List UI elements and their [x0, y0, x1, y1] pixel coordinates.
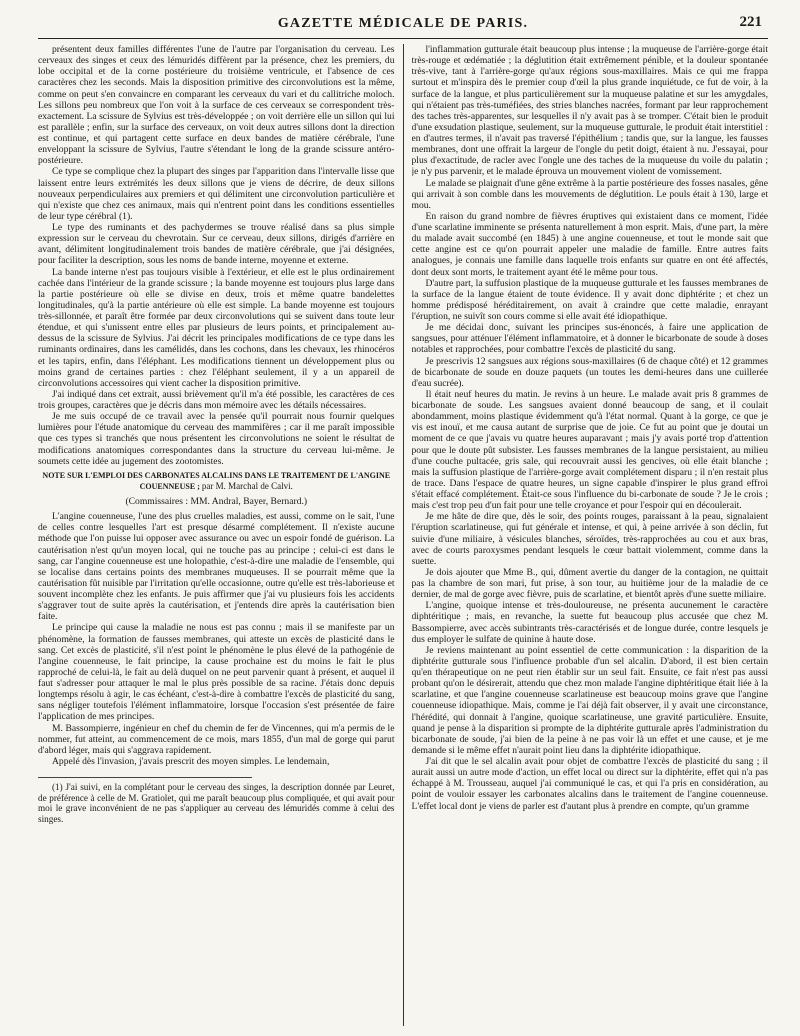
paragraph: L'angine, quoique intense et très-douloureuse, ne présenta aucunement le caractère diphtéritique ; mais, en revanche, la suette fut beaucoup plus accusée que chez M. Bassompierre, avec accès subintrants très-caractérisés et de longue durée, contre lesquels je dus employer le sulfate de quinine à haute dose.: [411, 600, 768, 645]
commission-line: (Commissaires : MM. Andral, Bayer, Bernard.): [125, 496, 308, 507]
paragraph: Je me hâte de dire que, dès le soir, des points rouges, paraissant à la peau, signalaient l'éruption scarlatineuse, qui fut générale et intense, et qui, à peine arrivée à son déclin, fut suivie d'une miliaire, à vésicules blanches, séroïdes, très-rapprochées au cou et aux bras, avec de courts paroxysmes pendant lesquels le cœur battait violemment, comme dans la suette.: [411, 511, 768, 567]
paragraph: J'ai indiqué dans cet extrait, aussi brièvement qu'il m'a été possible, les caractères de ces trois groupes, caractères que je décris dans mon mémoire avec les détails nécessaires.: [38, 388, 395, 411]
paragraph: Je dois ajouter que Mme B., qui, dûment avertie du danger de la contagion, ne quittait pas la chambre de son mari, fut prise, à son tour, au huitième jour de la maladie de ce dernier, de mal de gorge avec fièvre, puis de scarlatine, et bientôt après d'une suette miliaire.: [411, 566, 768, 601]
section-author: par M. Marchal de Calvi.: [201, 480, 293, 491]
paragraph: Je reviens maintenant au point essentiel de cette communication : la disparition de la diphtérite gutturale sous l'influence probable d'un sel alcalin. D'abord, il est bien certain qu'en thérapeutique on ne peut rien établir sur un seul fait. Ensuite, ce fait n'est pas aussi probant qu'on le désirerait, attendu que chez mon malade l'angine diphtéritique était liée à la scarlatine, et que l'angine couenneuse scarlatineuse est beaucoup moins grave que l'angine couenneuse idiopathique. Mais, comme je l'ai déjà fait observer, il y avait une circonstance, l'hérédité, qui donnait à l'angine, quoique scarlatineuse, une gravité particulière. Ensuite, quand je pense à la disparition si prompte de la diphtérite gutturale après l'administration du bicarbonate de soude, j'ai bien de la peine à ne pas voir là un effet et une cause, et je me demande si le même effet n'aurait point lieu dans la diphtérite idiopathique.: [411, 644, 768, 756]
paragraph: D'autre part, la suffusion plastique de la muqueuse gutturale et les fausses membranes de la surface de la langue étaient de toute évidence. Il y avait donc diphtérite ; et chez un homme prédisposé héréditairement, on avait à craindre que cette maladie, enrayant l'éruption, ne suivît son cours comme si elle avait été idiopathique.: [411, 277, 768, 322]
paragraph: La bande interne n'est pas toujours visible à l'extérieur, et elle est le plus ordinairement cachée dans l'intérieur de la grande scissure ; la bande moyenne est toujours plus large dans la partie postérieure où elle se divise en deux, trois et même quatre bandelettes longitudinales, qu'à la partie antérieure où elle est simple. La bande moyenne est toujours très-sillonnée, et paraît être formée par deux circonvolutions qui se suivent dans toute leur étendue, et qui s'unissent entre elles par plusieurs de leurs points, et principalement au-dessus de la scissure de Sylvius. J'ai décrit les principales modifications de ce type dans les ruminants ordinaires, dans les camélidés, dans les cochons, dans les chevaux, les rhinocéros et les tapirs, enfin, dans l'éléphant. Les modifications tiennent un développement plus ou moins grand de certaines parties : chez l'éléphant seulement, il y a un appareil de circonvolutions accessoires qui vient cacher la disposition primitive.: [38, 266, 395, 389]
paragraph: l'inflammation gutturale était beaucoup plus intense ; la muqueuse de l'arrière-gorge était très-rouge et œdématiée ; la déglutition était extrêmement pénible, et la douleur spontanée très-vive, tant à l'arrière-gorge qu'aux régions sous-maxillaires. Mais ce qui me frappa surtout et m'inspira dès le premier coup d'œil la plus grande inquiétude, ce fut de voir, à la surface de la langue, et plus particulièrement sur la muqueuse palatine et sur les amygdales, qui n'étaient pas très-tuméfiées, des stries blanches nacrées, formant par leur rapprochement des taches très-apparentes, sur lesquelles il n'y avait pas à se tromper. C'était bien le produit d'une exsudation plastique, seulement, sur la muqueuse gutturale, le produit était interstitiel : en d'autres termes, il n'avait pas traversé l'épithélium ; tandis que, sur la langue, les fausses membranes, dont une offrait la largeur de l'ongle du petit doigt, étaient à nu. J'essayai, pour plus d'exactitude, de racler avec l'ongle une des taches de la muqueuse du voile du palatin ; je n'y pus parvenir, et le malade éprouva un mouvement violent de vomissement.: [411, 44, 768, 178]
header-rule: [38, 38, 768, 39]
paragraph: Le principe qui cause la maladie ne nous est pas connu ; mais il se manifeste par un phénomène, la formation de fausses membranes, qui atteste un excès de plasticité dans le sang. Cet excès de plasticité, s'il n'est point le phénomène le plus élevé de la pathogénie de l'angine couenneuse, le fait principe, la cause prochaine est du moins le fait le plus rapproché de celui-là, le fait au delà duquel on ne peut parvenir quant à présent, et auquel il faut s'adresser pour attaquer le mal le plus près possible de sa racine. J'étais donc depuis longtemps résolu à agir, le cas échéant, c'est-à-dire à combattre l'excès de plasticité du sang, sans négliger toutefois l'élément inflammatoire, lorsque l'occasion s'est présentée de faire l'application de mes principes.: [38, 622, 395, 723]
right-column: [412, 44, 769, 1026]
paragraph: Ce type se complique chez la plupart des singes par l'apparition dans l'intervalle lisse que laissent entre leurs extrémités les deux sillons que je viens de décrire, de deux sillons nouveaux perpendiculaires aux premiers et qui délimitent une circonvolution particulière et qui n'existe que chez ces animaux, mais qui n'entrent point dans les conditions essentielles de leur type cérébral (1).: [38, 166, 395, 222]
paragraph: Il était neuf heures du matin. Je revins à un heure. Le malade avait pris 8 grammes de bicarbonate de soude. Les sangsues avaient donné beaucoup de sang, et il coulait abondamment, moins plastique évidemment qu'à l'état normal. Quant à la gorge, ce que je vis est inouï, et me causa autant de surprise que de joie. Ce fut au point que je doutai un moment de ce que j'avais vu quatre heures auparavant ; mais j'y avais porté trop d'attention pour que le doute pût subsister. Les fausses membranes de la langue persistaient, au milieu d'une couche pultacée, gris sale, qui recouvrait aussi les gencives, où elle était blanche ; mais la suffusion plastique de l'arrière-gorge avait complétement disparu ; il n'en restait plus de trace. Dans l'espace de quatre heures, un signe capable d'inspirer le plus grand effroi s'était effacé complétement. Était-ce sous l'influence du bi-carbonate de soude ? Je le crois ; mais c'est trop peu d'un fait pour une telle croyance et pour l'espoir qui en découlerait.: [411, 388, 768, 512]
section-title-text: NOTE SUR L'EMPLOI DES CARBONATES ALCALINS DANS LE TRAITEMENT DE L'ANGINE COUENNEUSE ;: [42, 470, 391, 491]
section-title: [38, 471, 395, 492]
column-divider: [403, 44, 404, 1026]
left-column: [38, 44, 395, 1026]
paragraph: Le malade se plaignait d'une gêne extrême à la partie postérieure des fosses nasales, gêne qui arrivait à son comble dans les mouvements de déglutition. Le pouls était à 130, large et mou.: [411, 177, 768, 211]
paragraph: J'ai dit que le sel alcalin avait pour objet de combattre l'excès de plasticité du sang ; il aurait aussi un autre mode d'action, un effet local ou direct sur la diphtérite, effet qui n'a pas échappé à M. Trousseau, auquel j'ai communiqué le cas, et qui l'a pris en considération, au point de vouloir essayer les carbonates alcalins dans le traitement de l'angine couenneuse. L'effet local dont je viens de parler est d'autant plus à prendre en compte, qu'un gramme: [411, 756, 768, 812]
paragraph: présentent deux familles différentes l'une de l'autre par l'organisation du cerveau. Les cerveaux des singes et ceux des lémuridés diffèrent par la présence, chez les premiers, du lobe occipital et de la corne postérieure du troisième ventricule, et l'absence de ces caractères chez les seconds. Mais la disposition primitive des circonvolutions est la même, comme on peut s'en convaincre en comparant les cerveaux du vari et du callitriche moloch. Les sillons peu nombreux que l'on voit à la surface de ces cerveaux se correspondent très-exactement. La scissure de Sylvius est très-développée ; on voit derrière elle un sillon qui lui est parallèle ; enfin, sur la surface des cerveaux, on voit deux autres sillons dont la direction est continue, et qui partagent cette surface en deux bandes de matière cérébrale, l'une enveloppant la scissure de Sylvius, l'autre s'étendant le long de la grande scissure antéro-postérieure.: [38, 44, 395, 167]
text-columns: [38, 44, 768, 1026]
paragraph: Je prescrivis 12 sangsues aux régions sous-maxillaires (6 de chaque côté) et 12 grammes de bicarbonate de soude en douze paquets (un toutes les demi-heures dans une cuillerée d'eau sucrée).: [411, 355, 768, 389]
paragraph: L'angine couenneuse, l'une des plus cruelles maladies, est aussi, comme on le sait, l'une de celles contre lesquelles l'art est presque désarmé complétement. Il n'existe aucune méthode que l'on puisse lui opposer avec assurance ou avec un espoir fondé de guérison. La cautérisation n'est qu'un moyen local, qui ne touche pas au principe ; celui-ci est dans le sang, car l'angine couenneuse est une holopathie, c'est-à-dire une maladie de l'ensemble, qui se localise dans certains points des membranes muqueuses. Il se pourrait même que la cautérisation fût nuisible par l'irritation qu'elle occasionne, outre qu'elle est très-laborieuse et souvent incomplète chez les enfants. Je puis affirmer que j'ai vu plusieurs fois les accidents s'aggraver tout de suite après la cautérisation, et j'entends dire après la cautérisation bien faite.: [38, 511, 395, 623]
gazette-title: GAZETTE MÉDICALE DE PARIS.: [277, 16, 529, 31]
paragraph: Je me suis occupé de ce travail avec la pensée qu'il pourrait nous fournir quelques lumières pour l'étude anatomique du cerveau des mammifères ; car il me paraît impossible que ces types si tranchés que nous présentent les circonvolutions ne soient le résultat de modifications anatomiques correspondantes dans la structure du cerveau lui-même. Je soumets cette idée au jugement des zootomistes.: [38, 411, 395, 467]
paragraph: M. Bassompierre, ingénieur en chef du chemin de fer de Vincennes, qui m'a permis de le nommer, fut atteint, au commencement de ce mois, mars 1855, d'un mal de gorge qui parut d'abord léger, mais qui s'aggrava rapidement.: [38, 722, 395, 756]
footnote: (1) J'ai suivi, en la complétant pour le cerveau des singes, la description donnée par Leuret, de préférence à celle de M. Gratiolet, qui me paraît beaucoup plus compliquée, et qui avait pour moi le grave inconvénient de ne pas s'appliquer au cerveau des lémuridés comme à celui des singes.: [38, 782, 395, 825]
page-number: 221: [739, 14, 762, 30]
paragraph: Le type des ruminants et des pachydermes se trouve réalisé dans sa plus simple expression sur le cerveau du chevrotain. Sur ce cerveau, deux sillons, dirigés d'arrière en avant, délimitent longitudinalement trois bandes de matière cérébrale, que j'ai désignées, pour faciliter la description, sous les noms de bande interne, moyenne et externe.: [38, 222, 395, 267]
paragraph: En raison du grand nombre de fièvres éruptives qui existaient dans ce moment, l'idée d'une scarlatine imminente se présenta naturellement à mon esprit. Mais, d'une part, la mère du malade avait succombé (en 1845) à une angine couenneuse, et tout le monde sait que cette angine est ce qu'on pourrait appeler une maladie de famille. Entre autres faits analogues, je connais une famille dans laquelle trois enfants sur quatre en ont été affectés, dont deux sont morts, le traitement ayant été le même pour tous.: [411, 210, 768, 278]
paragraph: Je me décidai donc, suivant les principes sus-énoncés, à faire une application de sangsues, pour atténuer l'élément inflammatoire, et à donner le bicarbonate de soude à doses notables et rapprochées, pour combattre l'excès de plasticité du sang.: [411, 322, 768, 356]
page-header: [38, 0, 768, 40]
footnote-rule: [38, 777, 252, 778]
paragraph: Appelé dès l'invasion, j'avais prescrit des moyen simples. Le lendemain,: [52, 755, 330, 767]
